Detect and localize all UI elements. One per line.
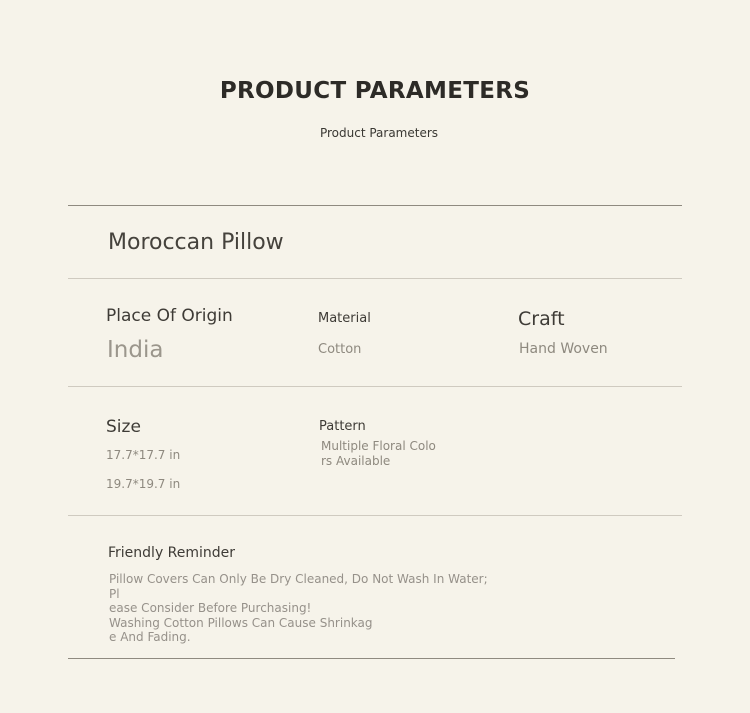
size-value: 17.7*17.7 in — [106, 448, 181, 462]
divider — [68, 658, 675, 659]
page-title: PRODUCT PARAMETERS — [219, 78, 531, 104]
pattern-label: Pattern — [319, 419, 366, 434]
reminder-text — [109, 572, 489, 645]
material-value: Cotton — [318, 342, 362, 357]
divider — [68, 386, 682, 387]
divider — [68, 515, 682, 516]
reminder-line: ease Consider Before Purchasing! — [109, 601, 312, 615]
origin-label: Place Of Origin — [106, 306, 233, 326]
material-label: Material — [318, 311, 371, 326]
reminder-title: Friendly Reminder — [108, 545, 236, 561]
product-name: Moroccan Pillow — [108, 230, 284, 255]
size-value: 19.7*19.7 in — [106, 477, 181, 491]
size-label: Size — [106, 417, 141, 437]
reminder-line: Pillow Covers Can Only Be Dry Cleaned, Do Not Wash In Water; Pl — [109, 572, 488, 601]
page-subtitle: Product Parameters — [319, 126, 439, 140]
origin-value: India — [107, 337, 164, 363]
pattern-value-line: rs Available — [321, 454, 391, 468]
craft-value: Hand Woven — [519, 341, 608, 357]
reminder-line: e And Fading. — [109, 630, 191, 644]
reminder-line: Washing Cotton Pillows Can Cause Shrinkag — [109, 615, 373, 630]
divider — [68, 205, 682, 206]
craft-label: Craft — [518, 308, 565, 330]
divider — [68, 278, 682, 279]
pattern-value-line: Multiple Floral Colo — [321, 439, 436, 453]
